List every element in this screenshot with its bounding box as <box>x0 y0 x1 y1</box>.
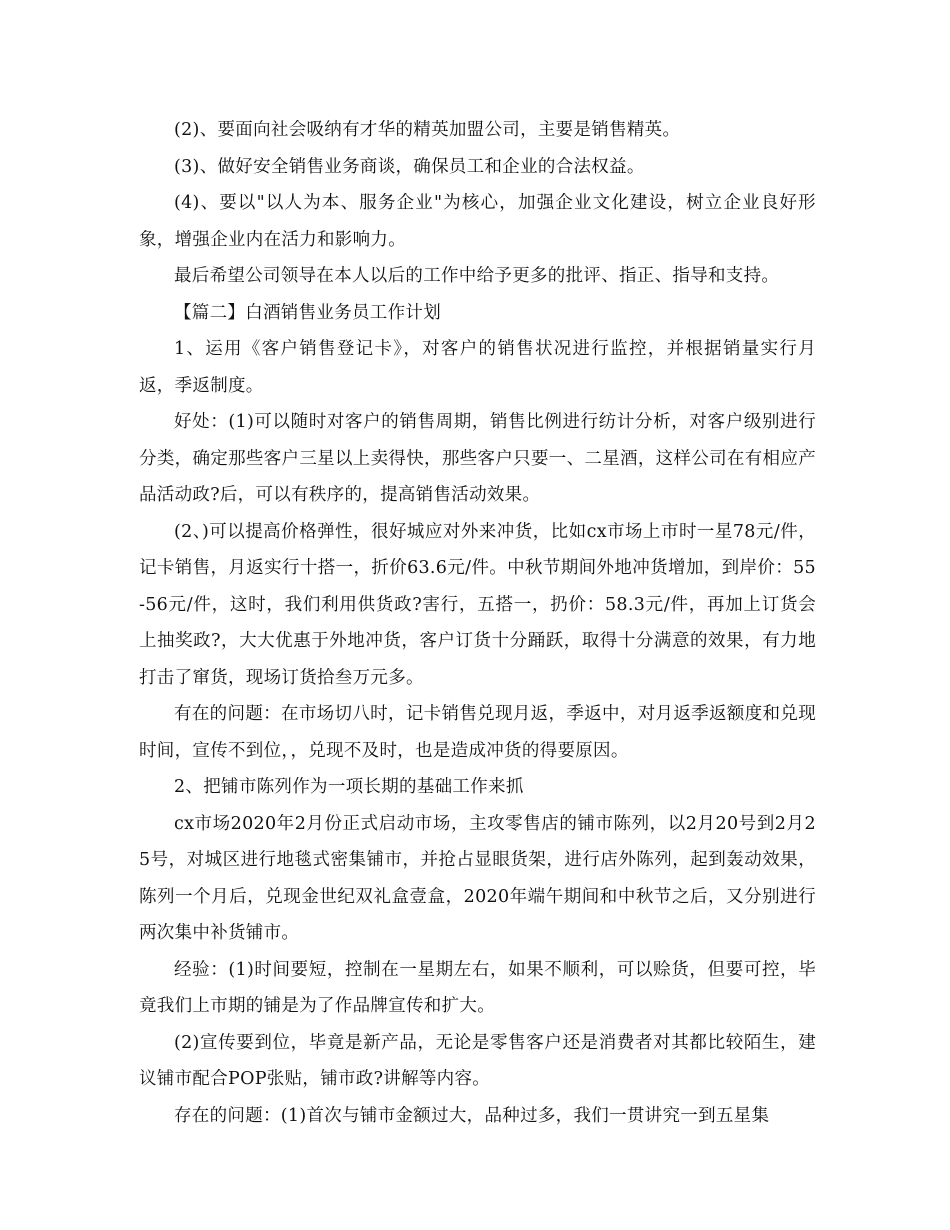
paragraph-3: (4)、要以"以人为本、服务企业"为核心，加强企业文化建设，树立企业良好形象，增强企业内在活力和影响力。 <box>139 193 816 250</box>
paragraph-6: 1、运用《客户销售登记卡》，对客户的销售状况进行监控，并根据销量实行月返，季返制度。 <box>139 339 816 396</box>
paragraph-7: 好处：(1)可以随时对客户的销售周期，销售比例进行纺计分析，对客户级别进行分类，确定那些客户三星以上卖得快，那些客户只要一、二星酒，这样公司在有相应产品活动政?后，可以有秩序的，提高销售活动效果。 <box>139 412 816 505</box>
paragraph-11: cx市场2020年2月份正式启动市场，主攻零售店的铺市陈列，以2月20号到2月25号，对城区进行地毯式密集铺市，并抢占显眼货架，进行店外陈列，起到轰动效果，陈列一个月后，兑现金世纪双礼盒壹盒，2020年端午期间和中秋节之后，又分别进行两次集中补货铺市。 <box>139 813 816 943</box>
paragraph-14: 存在的问题：(1)首次与铺市金额过大，品种过多，我们一贯讲究一到五星集 <box>174 1105 770 1126</box>
paragraph-9: 有在的问题：在市场切八时，记卡销售兑现月返，季返中，对月返季返额度和兑现时间，宣传不到位，，兑现不及时，也是造成冲货的得要原因。 <box>139 704 816 761</box>
paragraph-10: 2、把铺市陈列作为一项长期的基础工作来抓 <box>174 777 524 797</box>
paragraph-12: 经验：(1)时间要短，控制在一星期左右，如果不顺利，可以赊货，但要可控，毕竟我们上市期的铺是为了作品牌宣传和扩大。 <box>139 959 816 1016</box>
paragraph-8: (2、)可以提高价格弹性，很好城应对外来冲货，比如cx市场上市时一星78元/件，记卡销售，月返实行十搭一，折价63.6元/件。中秋节期间外地冲货增加，到岸价：55-56元/件，这时，我们利用供货政?害行，五搭一，扔价：58.3元/件，再加上订货会上抽奖政?，大大优惠于外地冲货，客户订货十分踊跃，取得十分满意的效果，有力地打击了窜货，现场订货拾叁万元多。 <box>139 521 816 688</box>
paragraph-4: 最后希望公司领导在本人以后的工作中给予更多的批评、指正、指导和支持。 <box>174 266 780 286</box>
paragraph-13: (2)宣传要到位，毕竟是新产品，无论是零售客户还是消费者对其都比较陌生，建议铺市配合POP张贴，铺市政?讲解等内容。 <box>139 1032 816 1089</box>
paragraph-2: (3)、做好安全销售业务商谈，确保员工和企业的合法权益。 <box>174 156 645 177</box>
document-body <box>139 112 816 1134</box>
section-heading: 【篇二】白酒销售业务员工作计划 <box>174 302 441 323</box>
paragraph-1: (2)、要面向社会吸纳有才华的精英加盟公司，主要是销售精英。 <box>174 120 681 140</box>
